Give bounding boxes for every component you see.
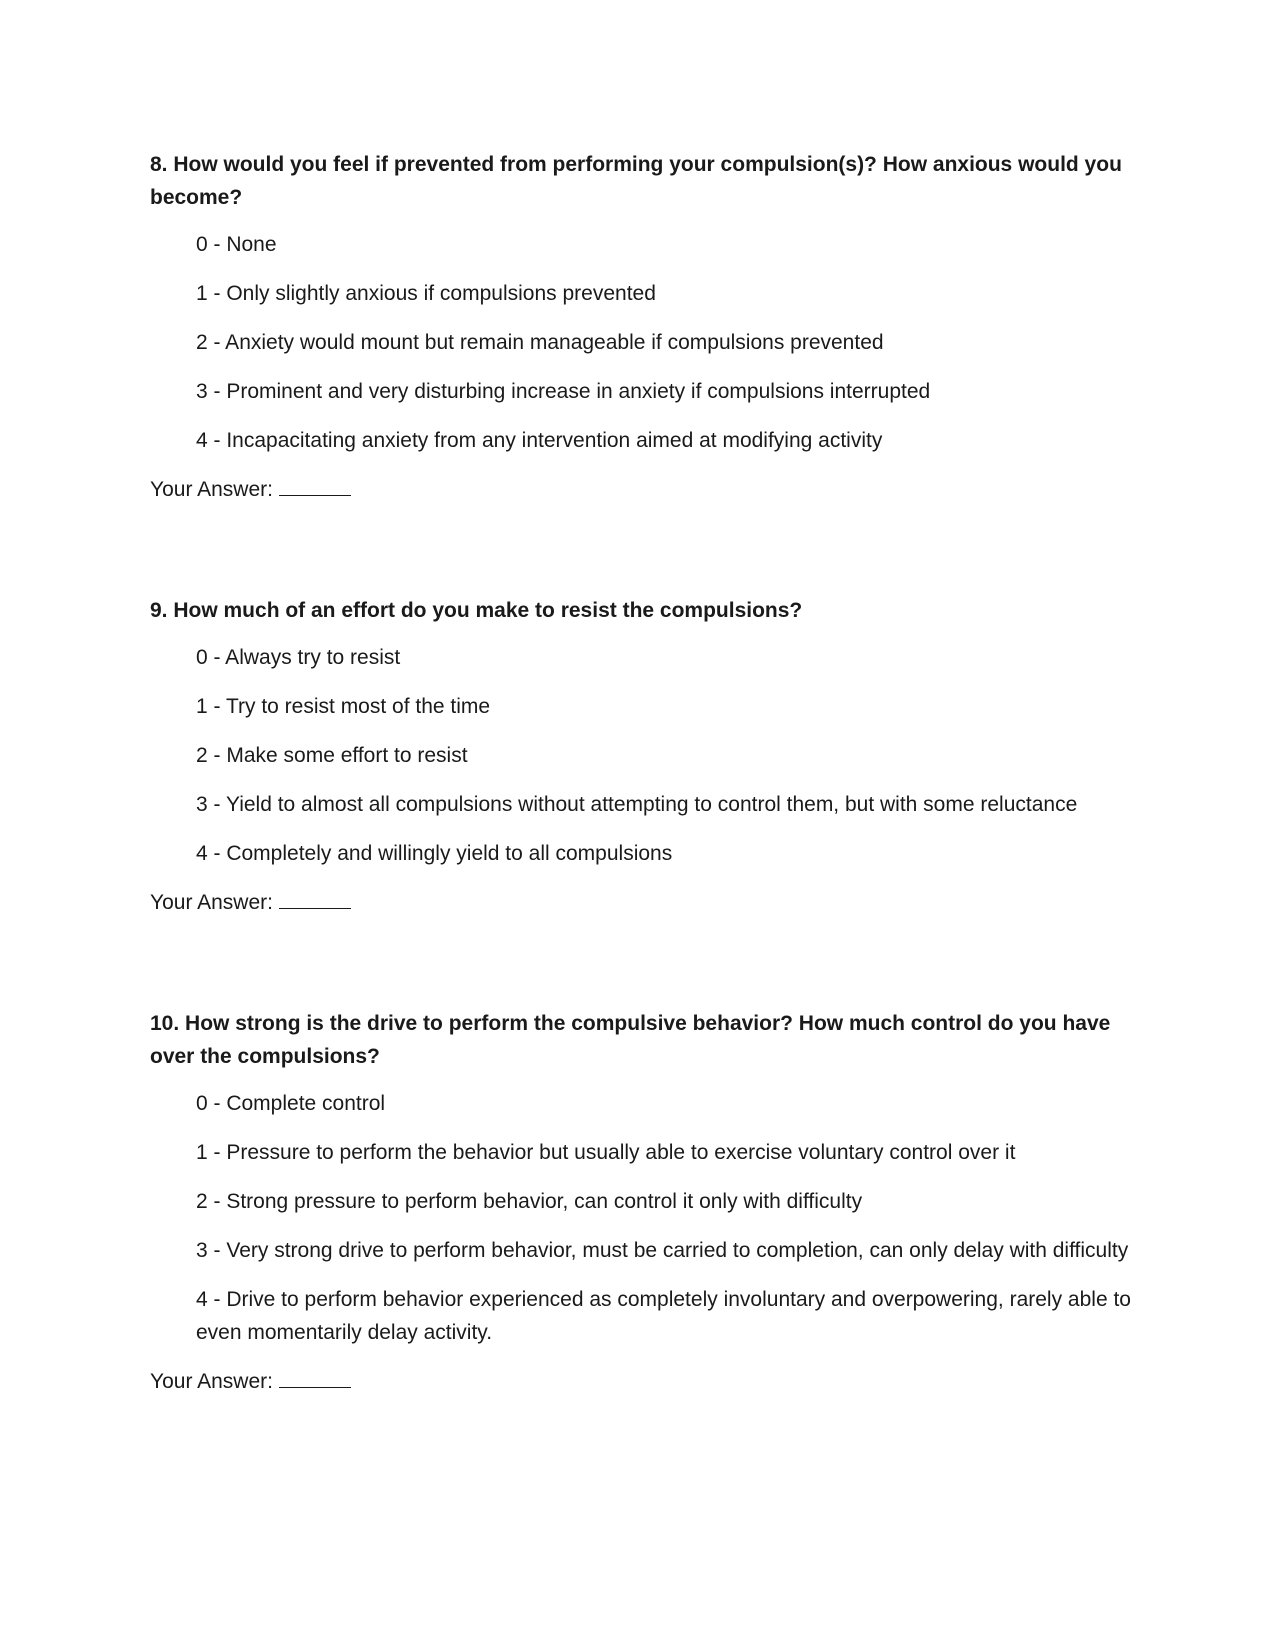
question-9 (150, 594, 1140, 919)
answer-line (150, 886, 1140, 919)
answer-option-4: 4 - Completely and willingly yield to all compulsions (196, 842, 673, 865)
answer-option-2: 2 - Make some effort to resist (196, 744, 468, 767)
answer-option-1: 1 - Pressure to perform the behavior but usually able to exercise voluntary control over it (196, 1141, 1016, 1164)
answer-option-2: 2 - Anxiety would mount but remain manageable if compulsions prevented (196, 331, 884, 354)
answer-option-0: 0 - None (196, 233, 277, 256)
answer-blank[interactable] (279, 1365, 351, 1388)
question-title: 8. How would you feel if prevented from performing your compulsion(s)? How anxious would you become? (150, 153, 1122, 209)
questionnaire-page (150, 148, 1140, 1486)
answer-option-1: 1 - Try to resist most of the time (196, 695, 491, 718)
answer-option-0: 0 - Always try to resist (196, 646, 401, 669)
answer-label: Your Answer: (150, 478, 273, 501)
answer-option-4: 4 - Drive to perform behavior experienced as completely involuntary and overpowering, rarely able to even momentarily delay activity. (196, 1288, 1131, 1344)
question-title: 9. How much of an effort do you make to resist the compulsions? (150, 599, 803, 622)
answer-label: Your Answer: (150, 891, 273, 914)
answer-option-2: 2 - Strong pressure to perform behavior, can control it only with difficulty (196, 1190, 863, 1213)
answer-option-3: 3 - Yield to almost all compulsions without attempting to control them, but with some reluctance (196, 793, 1078, 816)
answer-option-4: 4 - Incapacitating anxiety from any intervention aimed at modifying activity (196, 429, 883, 452)
answer-option-1: 1 - Only slightly anxious if compulsions prevented (196, 282, 656, 305)
question-8 (150, 148, 1140, 506)
answer-option-0: 0 - Complete control (196, 1092, 386, 1115)
answer-blank[interactable] (279, 886, 351, 909)
answer-option-3: 3 - Very strong drive to perform behavior, must be carried to completion, can only delay with difficulty (196, 1239, 1129, 1262)
answer-option-3: 3 - Prominent and very disturbing increase in anxiety if compulsions interrupted (196, 380, 931, 403)
question-10 (150, 1007, 1140, 1398)
answer-line (150, 473, 1140, 506)
answer-blank[interactable] (279, 473, 351, 496)
answer-label: Your Answer: (150, 1370, 273, 1393)
question-title: 10. How strong is the drive to perform the compulsive behavior? How much control do you have over the compulsions? (150, 1012, 1111, 1068)
answer-line (150, 1365, 1140, 1398)
